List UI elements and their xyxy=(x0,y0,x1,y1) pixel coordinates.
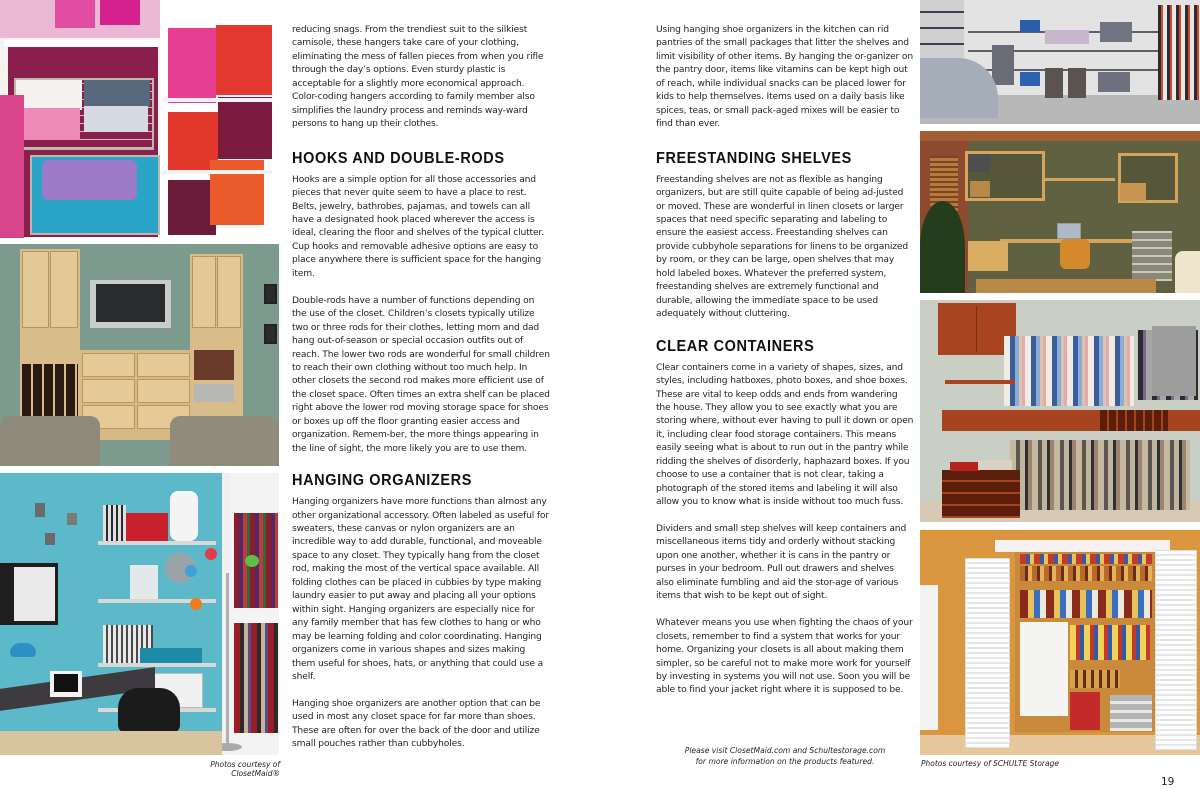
paragraph-clear-containers: Clear containers come in a variety of shapes, sizes, and styles, including hatboxes, photo boxes, and shoe boxes. These are vital to keep odds and ends from wandering the house. They allow you to see exactly what you are storing where, without ever having to pull it down or open it, including clear food storage containers. This means easily seeing what is about to run out in the pantry while ridding the shelves of disorderly, haphazard boxes. If you choose to use a container that is not clear, taking a photograph of the stored items and labeling it will also allow you to know what is inside without too much fuss. xyxy=(656,362,914,508)
photo-home-office xyxy=(920,131,1200,293)
paragraph-kitchen-shoe-organizers: Using hanging shoe organizers in the kitchen can rid pantries of the small packages that litter the shelves and limit visibility of other items. By hanging the or-ganizer on the pantry door, items like vitamins can be kept high out of reach, while individual snacks can be placed lower for kids to help themselves. Items used on a daily basis like spices, teas, or small pack-aged mixes will be easier to find than ever. xyxy=(656,25,913,130)
website-note xyxy=(656,746,914,767)
page-number: 19 xyxy=(1161,776,1175,788)
heading-freestanding-shelves: FREESTANDING SHELVES xyxy=(656,150,852,168)
paragraph-double-rods: Double-rods have a number of functions depending on the use of the closet. Children’s closets typically utilize two or three rods for their clothes, letting mom and dad hang out-of-season or special occasion outfits out of reach. The lower two rods are wonderful for small children to reach their own clothing without too much help. In other closets the second rod makes more efficient use of the closet space. Often times an extra shelf can be placed right above the lower rod moving storage space for shoes or boxes up off the floor granting easier access and organization. Remem-ber, the more things appearing in the line of sight, the more likely you are to use them. xyxy=(292,295,550,454)
paragraph-hanging-shoe-organizers: Hanging shoe organizers are another option that can be used in most any closet space for far more than shoes. These are often for over the back of the door and utilize small pouches rather than cubbyholes. xyxy=(292,698,541,750)
photo-kids-closet xyxy=(0,0,279,238)
paragraph-dividers: Dividers and small step shelves will keep containers and miscellaneous items tidy and orderly without stacking upon one another, whether it is cans in the pantry or purses in your bedroom. Pull out drawers and shelves also eliminate fumbling and aid the stor-age of various items that wish to be kept out of sight. xyxy=(656,524,907,602)
photo-pantry xyxy=(920,530,1200,755)
article-column-1 xyxy=(292,24,550,752)
heading-clear-containers: CLEAR CONTAINERS xyxy=(656,338,815,356)
website-note-line-1: Please visit ClosetMaid.com and Schultestorage.com xyxy=(684,746,886,755)
heading-hanging-organizers: HANGING ORGANIZERS xyxy=(292,472,472,490)
paragraph-hanging-organizers: Hanging organizers have more functions than almost any other organizational accessory. Often labeled as useful for sweaters, these canvas or nylon organizers are an incredible way to add durable, functional, and moveable space to any closet. They typically hang from the closet rod, making the most of the vertical space available. All folding clothes can be placed in cubbies by type making laundry easier to put away and placing all your options within sight. Hanging organizers are especially nice for any family member that has few clothes to hang or who may be learning folding and color coordinating. Hanging organizers come in various shapes and sizes making them useful for shoes, hats, or anything that could use a shelf. xyxy=(292,497,549,683)
photo-credit-closetmaid: Photos courtesy of ClosetMaid® xyxy=(210,760,280,778)
paragraph-freestanding-shelves: Freestanding shelves are not as flexible as hanging organizers, but are still quite capable of being ad-justed or moved. These are wonderful in linen closets or larger spaces that need specific separating and labeling to ensure the easiest access. Freestanding shelves can provide cubbyhole separations for linens to be organized by room, or they can be large, open shelves that may hold labeled boxes. Whatever the preferred system, freestanding shelves are extremely functional and durable, allowing the immediate space to be used adequately without cluttering. xyxy=(656,174,908,320)
paragraph-hangers-continued: reducing snags. From the trendiest suit to the silkiest camisole, these hangers take care of your clothing, eliminating the mess of fallen pieces from when you rifle through the day’s options. Even sturdy plastic is acceptable for a slightly more economical approach. Color-coding hangers according to family member also simplifies the laundry process and reminds way-ward persons to hang up their clothes. xyxy=(292,25,544,130)
photo-entertainment-center xyxy=(0,244,279,466)
paragraph-conclusion: Whatever means you use when fighting the chaos of your closets, remember to find a system that works for your home. Organizing your closets is all about making them simpler, so be careful not to make more work for yourself by investing in systems you will not use. Soon you will be able to find your jacket right where it is supposed to be. xyxy=(656,618,913,696)
photo-walk-in-closet xyxy=(920,300,1200,522)
heading-hooks-and-double-rods: HOOKS AND DOUBLE-RODS xyxy=(292,150,505,168)
paragraph-hooks: Hooks are a simple option for all those accessories and pieces that never quite seem to have a place to rest. Belts, jewelry, bathrobes, pajamas, and towels can all have a designated hook placed wherever the access is ideal, clearing the floor and shelves of the typical clutter. Cup hooks and removable adhesive options are easy to place anywhere there is sufficient space for the hanging item. xyxy=(292,174,544,279)
photo-garage xyxy=(920,0,1200,124)
website-note-line-2: for more information on the products featured. xyxy=(695,756,875,766)
photo-teen-desk-corner xyxy=(0,473,279,755)
photo-credit-schulte: Photos courtesy of SCHULTE Storage xyxy=(921,759,1059,768)
article-column-2 xyxy=(656,24,914,698)
